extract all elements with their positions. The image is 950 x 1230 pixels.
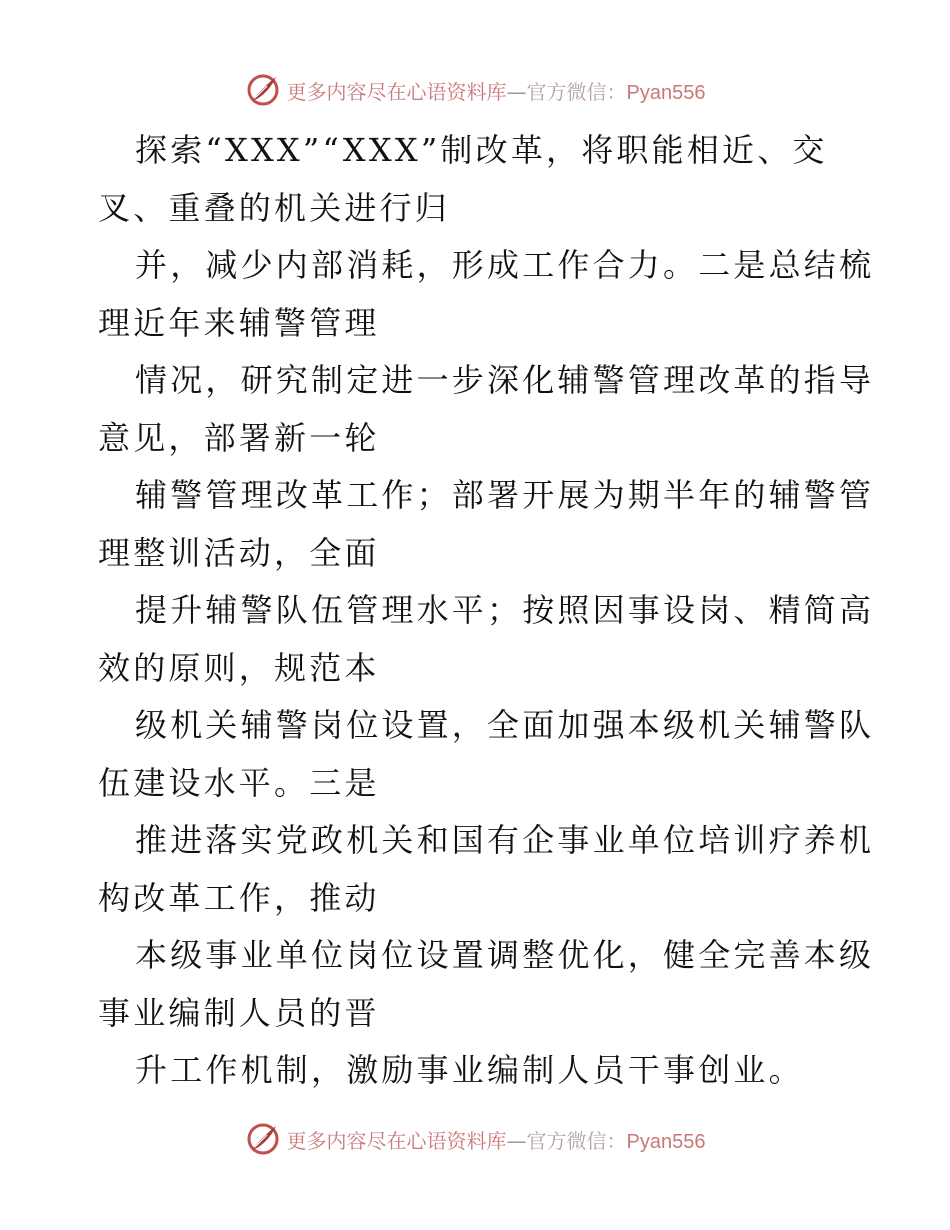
text-line: 叉、重叠的机关进行归	[98, 188, 451, 227]
text-line: 理整训活动，全面	[98, 533, 380, 572]
text-line: 事业编制人员的晋	[98, 993, 380, 1032]
document-body	[98, 122, 875, 1100]
text-line: 并，减少内部消耗，形成工作合力。二是总结梳	[135, 246, 875, 284]
text-line: 辅警管理改革工作；部署开展为期半年的辅警管	[135, 476, 875, 514]
text-line: 构改革工作，推动	[98, 878, 380, 917]
header-watermark	[0, 70, 950, 110]
quill-logo-icon	[245, 1121, 281, 1157]
text-line: 效的原则，规范本	[98, 648, 380, 687]
watermark-wechat-id: Pyan556	[626, 81, 706, 104]
text-line: 情况，研究制定进一步深化辅警管理改革的指导	[135, 361, 875, 399]
text-line: 理近年来辅警管理	[98, 303, 380, 342]
watermark-dash: —	[506, 1128, 527, 1153]
watermark-main-text: 更多内容尽在心语资料库	[286, 79, 507, 104]
watermark-main-text: 更多内容尽在心语资料库	[286, 1128, 507, 1153]
watermark-sub-text: 官方微信：	[526, 1128, 627, 1153]
text-line: 级机关辅警岗位设置，全面加强本级机关辅警队	[135, 706, 875, 744]
text-line: 提升辅警队伍管理水平；按照因事设岗、精简高	[135, 591, 875, 629]
watermark-sub-text: 官方微信：	[526, 79, 627, 104]
text-line: 推进落实党政机关和国有企事业单位培训疗养机	[135, 821, 875, 859]
quill-logo-icon	[245, 72, 281, 108]
text-line: 本级事业单位岗位设置调整优化，健全完善本级	[135, 936, 875, 974]
watermark-wechat-id: Pyan556	[626, 1130, 706, 1153]
watermark-dash: —	[506, 79, 527, 104]
text-line: 意见，部署新一轮	[98, 418, 380, 457]
text-line: 伍建设水平。三是	[98, 763, 380, 802]
footer-watermark	[0, 1119, 950, 1159]
text-line: 探索“XXX”“XXX”制改革，将职能相近、交	[135, 131, 828, 169]
text-line: 升工作机制，激励事业编制人员干事创业。	[135, 1051, 804, 1089]
